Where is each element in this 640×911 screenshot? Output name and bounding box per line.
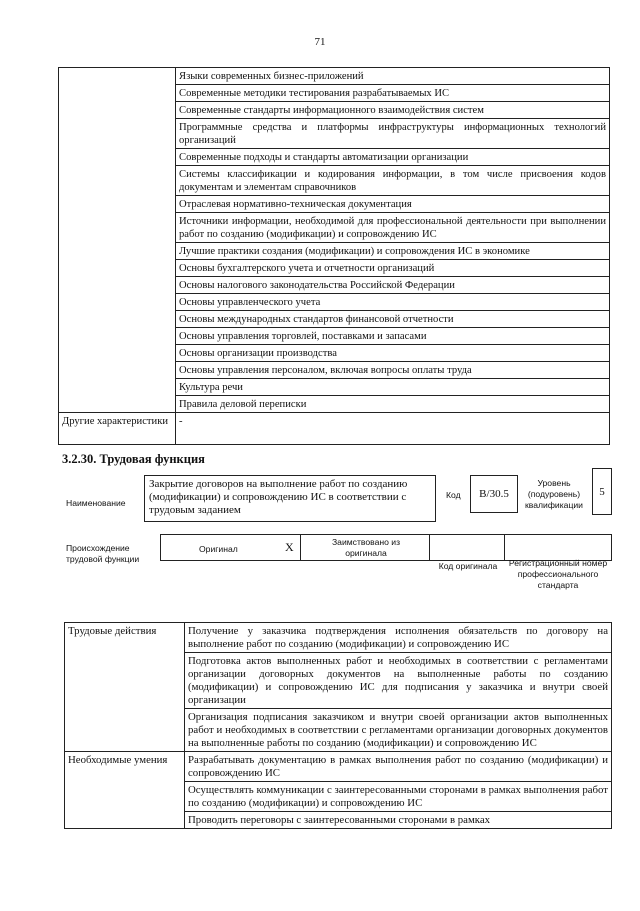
function-code-box	[470, 475, 518, 513]
knowledge-item: Системы классификации и кодирования информации, в том числе присвоения кодов документам и элементам справочников	[176, 166, 610, 196]
knowledge-item: Культура речи	[176, 379, 610, 396]
other-characteristics-value: -	[176, 413, 610, 445]
code-original-caption: Код оригинала	[438, 561, 498, 571]
knowledge-label-cell	[59, 68, 176, 413]
labor-action-label: Трудовые действия	[65, 623, 185, 752]
knowledge-item: Программные средства и платформы инфраструктуры информационных технологий организаций	[176, 119, 610, 149]
knowledge-item: Основы организации производства	[176, 345, 610, 362]
knowledge-item: Источники информации, необходимой для профессиональной деятельности при выполнении работ по созданию (модификации) и сопровождению ИС	[176, 213, 610, 243]
knowledge-item: Основы управления торговлей, поставками и запасами	[176, 328, 610, 345]
skill-row	[65, 752, 612, 782]
name-label: Наименование	[66, 498, 126, 508]
original-cell	[160, 534, 301, 561]
knowledge-item: Современные стандарты информационного взаимодействия систем	[176, 102, 610, 119]
code-original-cell	[429, 534, 505, 561]
other-characteristics-label: Другие характеристики	[59, 413, 176, 445]
origin-label: Происхождение трудовой функции	[66, 543, 140, 564]
knowledge-table	[58, 67, 610, 445]
original-label: Оригинал	[199, 544, 238, 554]
knowledge-item: Основы международных стандартов финансовой отчетности	[176, 311, 610, 328]
labor-action-item: Подготовка актов выполненных работ и необходимых в соответствии с регламентами организации договорных документов на выполненные работы по созданию (модификации) и сопровождению ИС для подписания у заказчика и внутри своей организации	[185, 653, 612, 709]
knowledge-item: Основы управления персоналом, включая вопросы оплаты труда	[176, 362, 610, 379]
other-characteristics-row	[59, 413, 610, 445]
labor-action-item: Получение у заказчика подтверждения исполнения обязательств по договору на выполнение работ по созданию (модификации) и сопровождению ИС	[185, 623, 612, 653]
skill-item: Осуществлять коммуникации с заинтересованными сторонами в рамках выполнения работ по созданию (модификации) и сопровождению ИС	[185, 782, 612, 812]
level-box	[592, 468, 612, 515]
level-label: Уровень (подуровень) квалификации	[525, 478, 583, 510]
section-title: 3.2.30. Трудовая функция	[62, 452, 205, 466]
knowledge-item: Современные методики тестирования разрабатываемых ИС	[176, 85, 610, 102]
skill-label: Необходимые умения	[65, 752, 185, 829]
labor-action-row	[65, 623, 612, 653]
skill-item: Проводить переговоры с заинтересованными сторонами в рамках	[185, 812, 612, 829]
knowledge-item: Правила деловой переписки	[176, 396, 610, 413]
knowledge-item: Отраслевая нормативно-техническая документация	[176, 196, 610, 213]
knowledge-item: Языки современных бизнес-приложений	[176, 68, 610, 85]
knowledge-item: Основы бухгалтерского учета и отчетности организаций	[176, 260, 610, 277]
level-value: 5	[599, 486, 605, 498]
function-code: B/30.5	[479, 488, 509, 500]
skill-item: Разрабатывать документацию в рамках выполнения работ по созданию (модификации) и сопровождению ИС	[185, 752, 612, 782]
function-name-box	[144, 475, 436, 522]
knowledge-item: Современные подходы и стандарты автоматизации организации	[176, 149, 610, 166]
knowledge-item: Основы управленческого учета	[176, 294, 610, 311]
labor-action-item: Организация подписания заказчиком и внутри своей организации актов выполненных работ и необходимых в соответствии с регламентами организации договорных документов на выполненные работы по созданию (модификации) и сопровождению ИС	[185, 709, 612, 752]
original-mark: X	[285, 540, 294, 554]
code-label: Код	[446, 490, 461, 500]
knowledge-row	[59, 68, 610, 85]
reg-number-caption: Регистрационный номер профессионального стандарта	[508, 558, 608, 590]
borrowed-label: Заимствовано из оригинала	[331, 537, 401, 558]
reg-number-cell	[504, 534, 612, 561]
knowledge-item: Основы налогового законодательства Российской Федерации	[176, 277, 610, 294]
borrowed-cell	[300, 534, 430, 561]
knowledge-item: Лучшие практики создания (модификации) и сопровождения ИС в экономике	[176, 243, 610, 260]
function-name: Закрытие договоров на выполнение работ по созданию (модификации) и сопровождению ИС в соответствии с трудовым заданием	[149, 478, 408, 516]
labor-table	[64, 622, 612, 829]
page-number: 71	[314, 36, 326, 48]
